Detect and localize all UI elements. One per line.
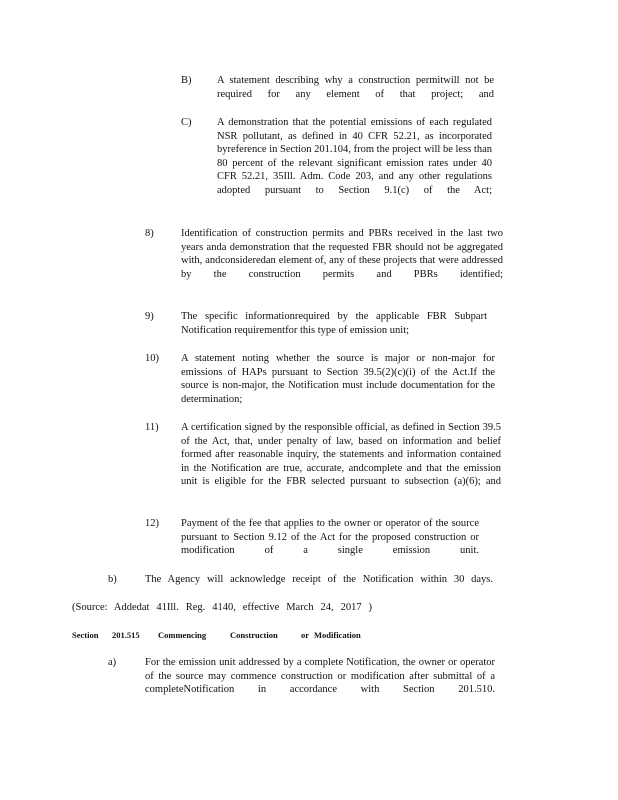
paragraph-a-text: For the emission unit addressed by a complete Notification, the owner or operator of the source may commence construction or modification after submittal of a completeNotification in accordance with Section 201.510.	[145, 657, 495, 696]
item-label-12: 12)	[145, 518, 159, 529]
item-label-11: 11)	[145, 422, 159, 433]
section-heading-number: 201.515	[112, 630, 140, 640]
item-text-9: The specific informationrequired by the applicable FBR Subpart Notification requirementfor this type of emission unit;	[181, 311, 487, 336]
section-heading-word-1: Commencing	[158, 630, 207, 640]
section-heading-word-4: Modification	[314, 630, 361, 640]
paragraph-b-text: The Agency will acknowledge receipt of the Notification within 30 days.	[145, 574, 493, 585]
section-heading	[72, 630, 372, 642]
item-label-B: B)	[181, 75, 192, 86]
item-label-9: 9)	[145, 311, 154, 322]
source-note: (Source: Addedat 41Ill. Reg. 4140, effective March 24, 2017 )	[72, 602, 372, 613]
paragraph-a-label: a)	[108, 657, 117, 668]
section-heading-word-2: Construction	[230, 630, 278, 640]
item-text-10: A statement noting whether the source is major or non-major for emissions of HAPs pursuant to Section 39.5(2)(c)(i) of the Act.If the source is non-major, the Notification must include documentation for the determination;	[181, 353, 495, 405]
paragraph-b-label: b)	[108, 574, 117, 585]
section-heading-label: Section	[72, 630, 99, 640]
item-text-B: A statement describing why a construction permitwill not be required for any element of that project; and	[217, 75, 494, 100]
item-text-12: Payment of the fee that applies to the owner or operator of the source pursuant to Section 9.12 of the Act for the proposed construction or modification of a single emission unit.	[181, 518, 479, 557]
item-text-11: A certification signed by the responsible official, as defined in Section 39.5 of the Act, that, under penalty of law, based on information and belief formed after reasonable inquiry, the statements and information contained in the Notification are true, accurate, andcomplete and that the emission unit is eligible for the FBR selected pursuant to subsection (a)(6); and	[181, 422, 501, 488]
item-text-C: A demonstration that the potential emissions of each regulated NSR pollutant, as defined in 40 CFR 52.21, as incorporated byreference in Section 201.104, from the project will be less than 80 percent of the relevant significant emission rates under 40 CFR 52.21, 35Ill. Adm. Code 203, and any other regulations adopted pursuant to Section 9.1(c) of the Act;	[217, 117, 492, 196]
item-label-10: 10)	[145, 353, 159, 364]
item-label-C: C)	[181, 117, 192, 128]
section-heading-word-3: or	[301, 630, 310, 640]
item-text-8: Identification of construction permits and PBRs received in the last two years anda demonstration that the requested FBR should not be aggregated with, andconsideredan element of, any of these projects that were addressed by the construction permits and PBRs identified;	[181, 228, 503, 280]
item-label-8: 8)	[145, 228, 154, 239]
